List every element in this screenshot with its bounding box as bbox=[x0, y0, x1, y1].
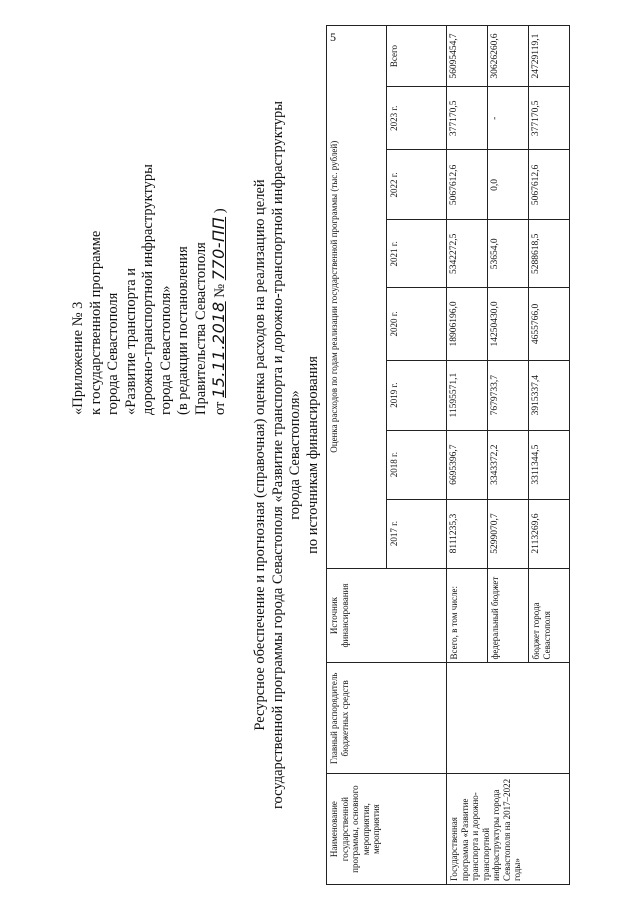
appendix-line: Правительства Севастополя bbox=[192, 242, 209, 415]
value-cell: 18906196,0 bbox=[447, 288, 488, 360]
title-line: по источникам финансирования bbox=[304, 356, 321, 554]
title-line: Ресурсное обеспечение и прогнозная (справочная) оценка расходов на реализацию целей bbox=[252, 179, 268, 731]
title-line: государственной программы города Севастополя «Развитие транспорта и дорожно-транспортной инфраструктуры bbox=[269, 100, 286, 810]
number-label: № bbox=[212, 283, 228, 298]
value-cell: 5288618,5 bbox=[529, 220, 570, 288]
value-cell: 377170,5 bbox=[447, 87, 488, 150]
value-cell: 3311344,5 bbox=[529, 430, 570, 499]
header-manager: Главный распорядитель бюджетных средств bbox=[327, 663, 447, 774]
value-cell: 0,0 bbox=[488, 150, 529, 220]
value-cell: 377170,5 bbox=[529, 87, 570, 150]
value-cell: 24729119,1 bbox=[529, 26, 570, 87]
header-year: 2023 г. bbox=[387, 87, 447, 150]
appendix-line: (в редакции постановления bbox=[175, 246, 191, 415]
appendix-line: дорожно-транспортной инфраструктуры bbox=[140, 164, 156, 415]
appendix-date-line bbox=[210, 45, 230, 415]
header-total: Всего bbox=[387, 26, 447, 87]
value-cell: 14250430,0 bbox=[488, 288, 529, 360]
appendix-line: города Севастополя bbox=[105, 292, 121, 415]
handwritten-number: 770-ПП bbox=[209, 216, 228, 281]
page-number: 5 bbox=[330, 30, 336, 44]
program-name-cell: Государственная программа «Развитие транспорта и дорожно-транспортной инфраструктуры города Севастополя на 2017–2022 годы» bbox=[447, 774, 570, 885]
header-name: Наименование государственной программы, основного мероприятия, мероприятия bbox=[327, 774, 447, 885]
budget-table bbox=[326, 25, 570, 885]
appendix-header bbox=[70, 45, 230, 415]
value-cell: 3343372,2 bbox=[488, 430, 529, 499]
manager-cell bbox=[447, 663, 570, 774]
value-cell: - bbox=[488, 87, 529, 150]
title-line: города Севастополя» bbox=[287, 390, 303, 520]
source-cell: Всего, в том числе: bbox=[447, 568, 488, 663]
appendix-line: «Приложение № 3 bbox=[70, 301, 86, 415]
value-cell: 7679733,7 bbox=[488, 360, 529, 430]
header-year: 2020 г. bbox=[387, 288, 447, 360]
value-cell: 5067612,6 bbox=[447, 150, 488, 220]
value-cell: 6695396,7 bbox=[447, 430, 488, 499]
value-cell: 30626260,6 bbox=[488, 26, 529, 87]
rotated-page-content bbox=[70, 25, 630, 885]
source-cell: федеральный бюджет bbox=[488, 568, 529, 663]
header-year: 2022 г. bbox=[387, 150, 447, 220]
appendix-line: города Севастополя» bbox=[157, 285, 174, 415]
header-year: 2019 г. bbox=[387, 360, 447, 430]
value-cell: 5067612,6 bbox=[529, 150, 570, 220]
header-source: Источник финансирования bbox=[327, 568, 447, 663]
header-year: 2021 г. bbox=[387, 220, 447, 288]
header-year: 2017 г. bbox=[387, 499, 447, 568]
header-estimate: Оценка расходов по годам реализации государственной программы (тыс. рублей) bbox=[327, 26, 387, 569]
value-cell: 53654,0 bbox=[488, 220, 529, 288]
header-year: 2018 г. bbox=[387, 430, 447, 499]
value-cell: 4655766,0 bbox=[529, 288, 570, 360]
appendix-line: к государственной программе bbox=[87, 230, 104, 415]
value-cell: 8111235,3 bbox=[447, 499, 488, 568]
value-cell: 5342272,5 bbox=[447, 220, 488, 288]
value-cell: 3915337,4 bbox=[529, 360, 570, 430]
close-paren: ) bbox=[212, 208, 228, 214]
source-cell: бюджет города Севастополя bbox=[529, 568, 570, 663]
handwritten-date: 15.11.2018 bbox=[209, 301, 228, 398]
document-title bbox=[252, 25, 322, 885]
value-cell: 2113269,6 bbox=[529, 499, 570, 568]
appendix-line: «Развитие транспорта и bbox=[122, 267, 139, 415]
value-cell: 56095454,7 bbox=[447, 26, 488, 87]
value-cell: 11595571,1 bbox=[447, 360, 488, 430]
table-row bbox=[447, 26, 488, 885]
header-row bbox=[327, 26, 387, 885]
from-label: от bbox=[212, 401, 228, 415]
value-cell: 5299070,7 bbox=[488, 499, 529, 568]
